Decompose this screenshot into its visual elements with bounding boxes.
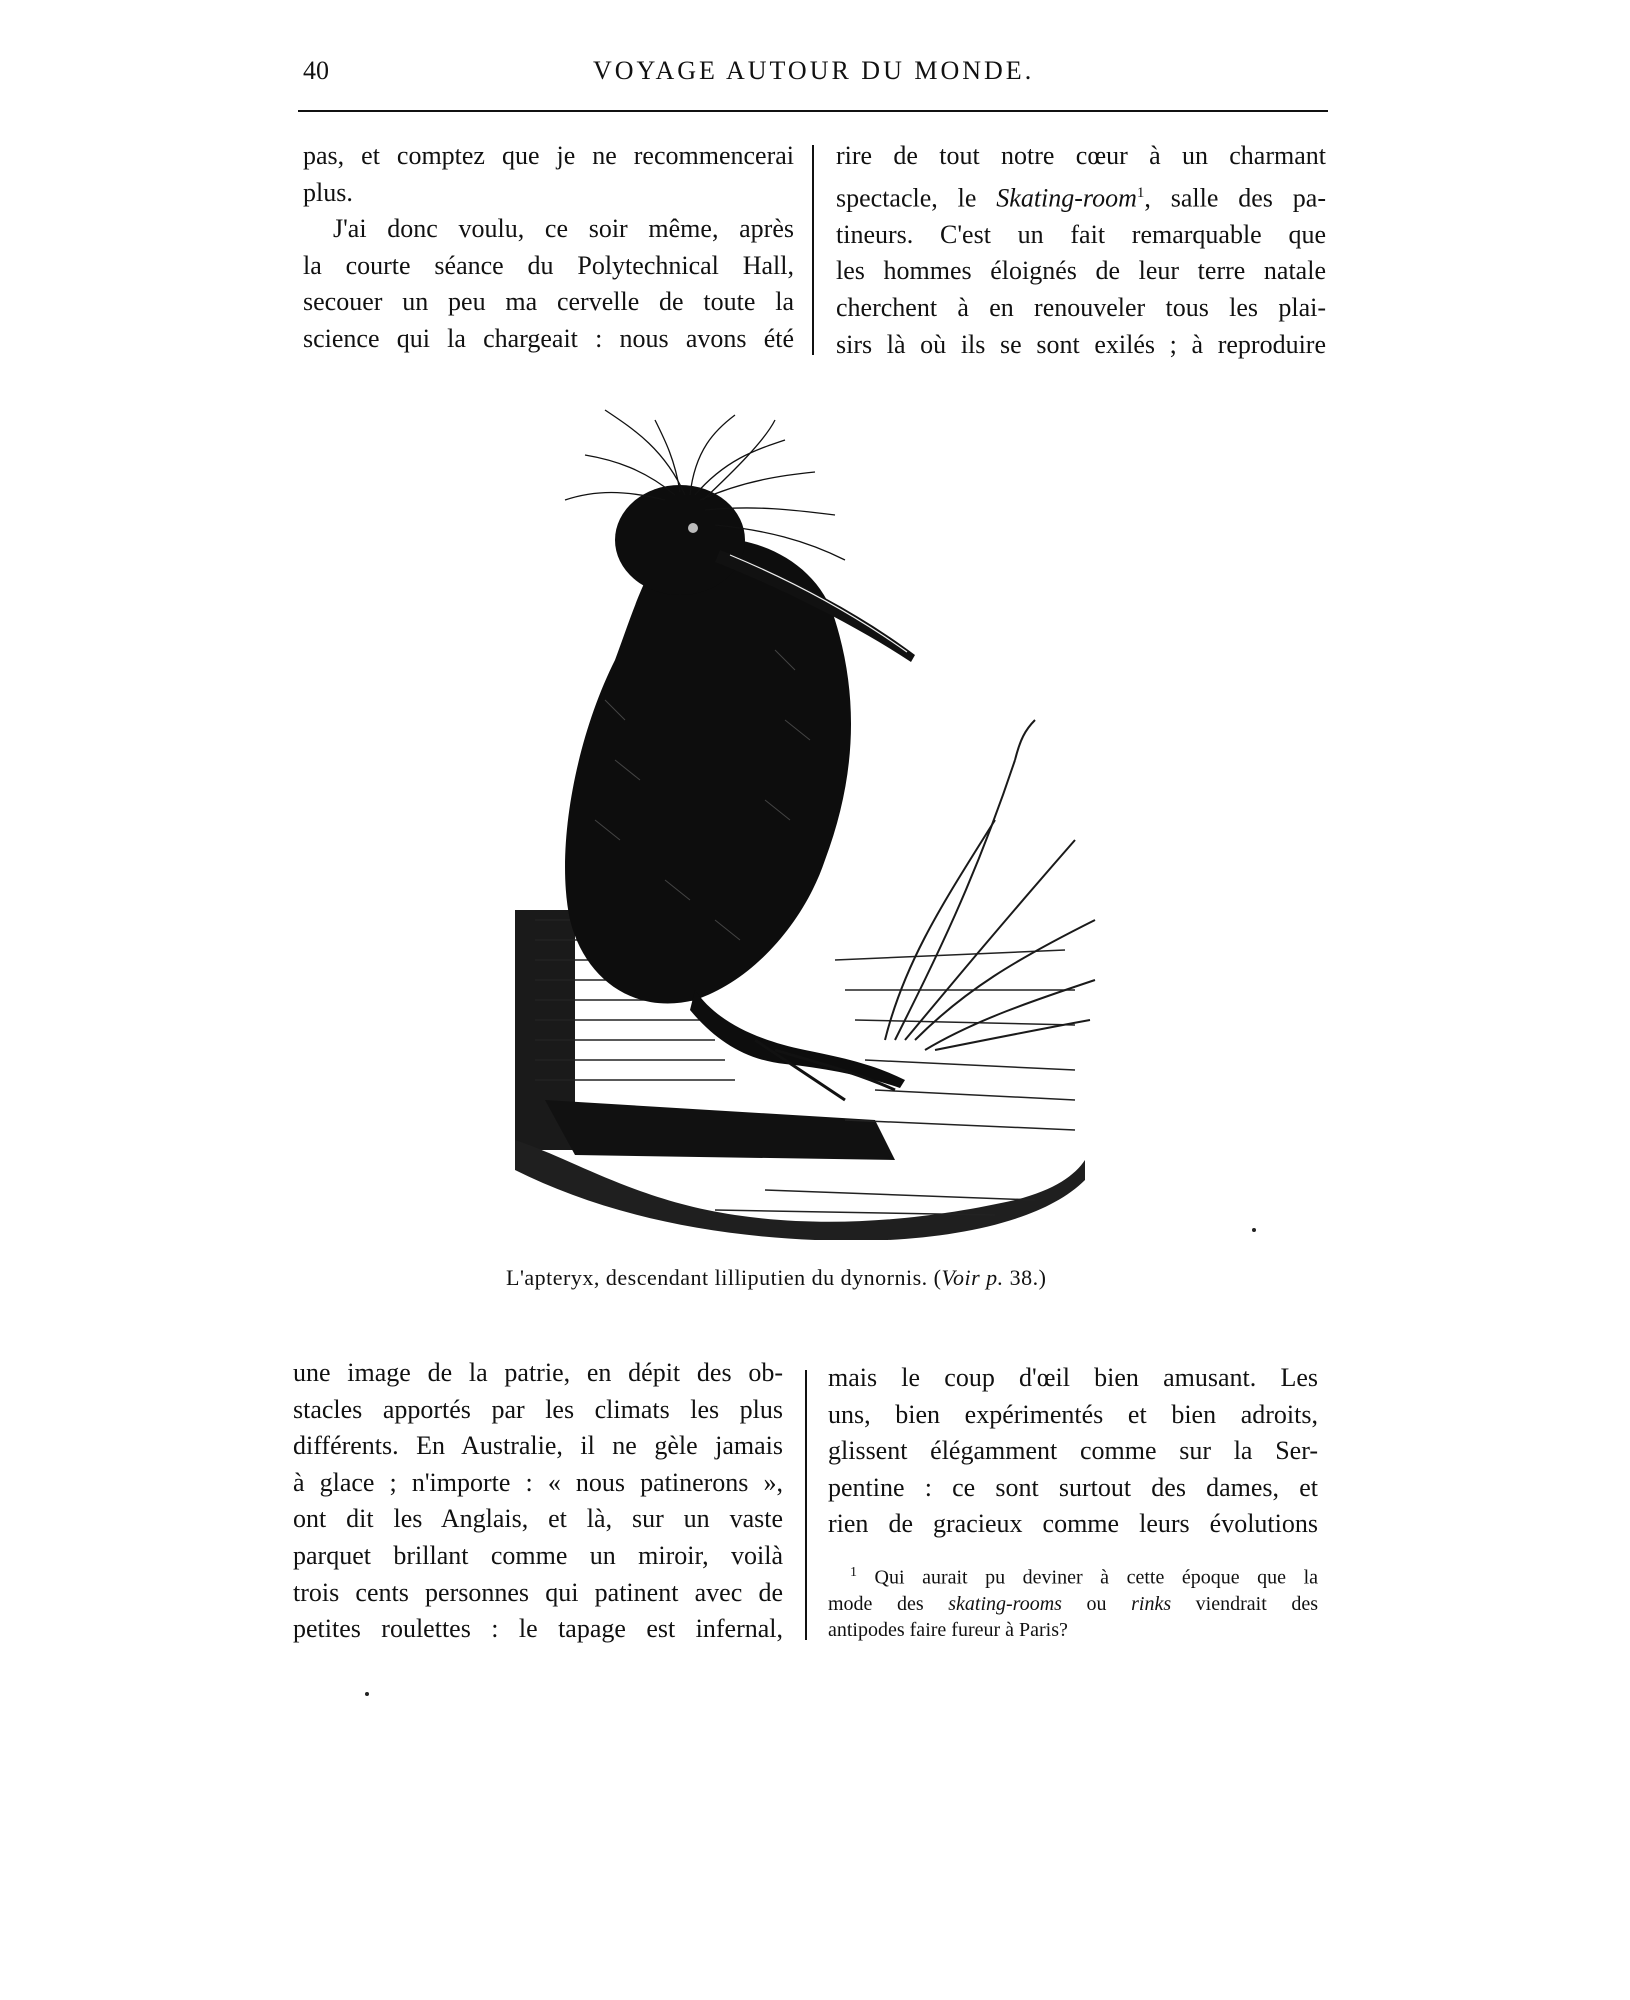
- footnote-line: [828, 1591, 1318, 1617]
- text-line: pentine : ce sont surtout des dames, et: [828, 1472, 1318, 1502]
- footnote-marker: 1: [850, 1565, 857, 1580]
- caption-end: 38.): [1003, 1265, 1047, 1290]
- italic-term: Skating-room: [996, 183, 1137, 213]
- text-fragment: , salle des pa-: [1144, 183, 1326, 213]
- text-line: différents. En Australie, il ne gèle jamais: [293, 1431, 783, 1461]
- text-line: glissent élégamment comme sur la Ser-: [828, 1436, 1318, 1466]
- footnote-italic: skating-rooms: [948, 1592, 1062, 1615]
- bottom-left-column: [293, 1355, 783, 1648]
- text-line: secouer un peu ma cervelle de toute la: [303, 287, 794, 317]
- text-line: pas, et comptez que je ne recommencerai: [303, 141, 794, 170]
- text-line: les hommes éloignés de leur terre natale: [836, 256, 1326, 286]
- text-line: mais le coup d'œil bien amusant. Les: [828, 1363, 1318, 1392]
- text-fragment: spectacle, le: [836, 183, 997, 213]
- ink-speck: [365, 1692, 369, 1696]
- kiwi-body: [565, 538, 851, 1003]
- text-line: rire de tout notre cœur à un charmant: [836, 141, 1326, 170]
- column-separator: [812, 145, 814, 355]
- running-title: VOYAGE AUTOUR DU MONDE.: [593, 56, 1035, 85]
- footnote-marker: 1: [1136, 184, 1145, 201]
- text-line: petites roulettes : le tapage est infernal,: [293, 1614, 783, 1644]
- text-line: J'ai donc voulu, ce soir même, après: [333, 214, 794, 244]
- top-right-column: [836, 138, 1326, 363]
- figure-caption: [506, 1265, 1047, 1291]
- text-line: rien de gracieux comme leurs évolutions: [828, 1509, 1318, 1539]
- page-number: 40: [303, 56, 329, 85]
- footnote-line: [828, 1560, 1318, 1591]
- caption-text: L'apteryx, descendant lilliputien du dynornis. (: [506, 1265, 942, 1290]
- footnote-text: mode des: [828, 1592, 949, 1615]
- kiwi-head: [615, 485, 745, 595]
- text-line: ont dit les Anglais, et là, sur un vaste: [293, 1504, 783, 1534]
- footnote: [828, 1560, 1318, 1643]
- text-line: à glace ; n'importe : « nous patinerons »,: [293, 1467, 783, 1497]
- top-left-column: [303, 138, 794, 358]
- text-line: parquet brillant comme un miroir, voilà: [293, 1540, 783, 1570]
- text-line: [836, 175, 1326, 217]
- caption-italic: Voir p.: [941, 1265, 1004, 1290]
- ink-speck: [1252, 1228, 1256, 1232]
- column-separator: [805, 1370, 807, 1640]
- footnote-text: Qui aurait pu deviner à cette époque que la: [874, 1566, 1319, 1589]
- text-line: stacles apportés par les climats les plus: [293, 1394, 783, 1424]
- footnote-text: viendrait des: [1171, 1592, 1319, 1615]
- kiwi-foot: [690, 990, 905, 1088]
- text-line: trois cents personnes qui patinent avec de: [293, 1577, 783, 1607]
- text-line: cherchent à en renouveler tous les plai-: [836, 293, 1326, 323]
- text-line: uns, bien expérimentés et bien adroits,: [828, 1399, 1318, 1429]
- header-rule: [298, 110, 1328, 112]
- text-line: tineurs. C'est un fait remarquable que: [836, 219, 1326, 249]
- text-line: une image de la patrie, en dépit des ob-: [293, 1358, 783, 1387]
- grass-blades: [885, 720, 1095, 1050]
- footnote-text: ou: [1061, 1592, 1132, 1615]
- bottom-right-column: [828, 1360, 1318, 1543]
- text-line: plus.: [303, 177, 353, 207]
- footnote-italic: rinks: [1131, 1592, 1172, 1615]
- text-line: la courte séance du Polytechnical Hall,: [303, 250, 794, 280]
- kiwi-bird-engraving: [515, 400, 1115, 1240]
- text-line: science qui la chargeait : nous avons été: [303, 323, 794, 353]
- footnote-line: antipodes faire fureur à Paris?: [828, 1618, 1068, 1641]
- text-line: sirs là où ils se sont exilés ; à reproduire: [836, 329, 1326, 359]
